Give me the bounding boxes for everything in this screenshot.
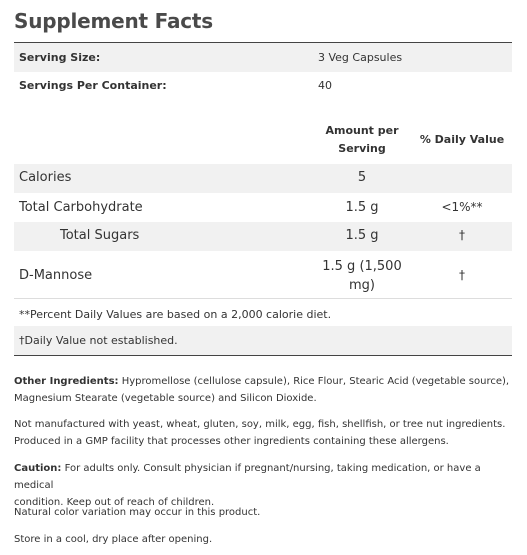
- serving-size-label: Serving Size:: [19, 51, 101, 64]
- nutrient-name: Total Carbohydrate: [19, 200, 143, 215]
- footnote-not-established-row: [14, 326, 512, 355]
- nutrient-row-total-sugars: [14, 222, 512, 251]
- amount-header-line1: Amount per: [325, 124, 399, 137]
- nutrient-amount-line2: mg): [349, 278, 375, 293]
- nutrient-name: D-Mannose: [19, 268, 93, 283]
- footnote-percent: **Percent Daily Values are based on a 2,000 calorie diet.: [19, 308, 332, 321]
- other-ingredients-text-2: Magnesium Stearate (vegetable source) and Silicon Dioxide.: [14, 393, 317, 404]
- nutrient-name: Calories: [19, 170, 72, 185]
- servings-per-container-value: 40: [318, 79, 332, 92]
- serving-size-value: 3 Veg Capsules: [318, 51, 403, 64]
- amount-header-line2: Serving: [338, 142, 386, 155]
- caution-label: Caution:: [14, 463, 62, 474]
- other-ingredients-text: Hypromellose (cellulose capsule), Rice Flour, Stearic Acid (vegetable source),: [118, 376, 510, 387]
- nutrient-daily-value: †: [459, 228, 465, 242]
- caution-text: For adults only. Consult physician if pregnant/nursing, taking medication, or have a medical: [14, 463, 481, 491]
- nutrient-daily-value: †: [459, 268, 465, 282]
- nutrient-row-total-carbohydrate: [14, 193, 512, 222]
- servings-per-container-row: [14, 72, 512, 101]
- nutrient-row-calories: [14, 164, 512, 193]
- allergen-line-1: Not manufactured with yeast, wheat, gluten, soy, milk, egg, fish, shellfish, or tree nut ingredients.: [14, 419, 506, 430]
- daily-value-header: % Daily Value: [419, 133, 505, 146]
- color-variation-note: Natural color variation may occur in this product.: [14, 507, 261, 518]
- supplement-facts-title: Supplement Facts: [14, 9, 213, 33]
- serving-size-row: [14, 43, 512, 72]
- nutrient-amount: 5: [357, 170, 367, 185]
- supplement-facts-panel: [14, 42, 512, 356]
- nutrient-daily-value: <1%**: [441, 200, 483, 214]
- storage-instructions: Store in a cool, dry place after opening.: [14, 534, 213, 545]
- footnote-percent-row: [14, 300, 512, 326]
- nutrient-amount: [312, 257, 412, 295]
- nutrient-row-d-mannose: [14, 251, 512, 299]
- footnote-not-established: †Daily Value not established.: [19, 334, 178, 347]
- other-ingredients: [14, 373, 512, 407]
- nutrient-amount: 1.5 g: [345, 200, 379, 215]
- amount-per-serving-header: [312, 122, 412, 158]
- nutrient-name: Total Sugars: [60, 228, 140, 243]
- nutrient-amount: 1.5 g: [345, 228, 379, 243]
- allergen-line-2: Produced in a GMP facility that processes other ingredients containing these allergens.: [14, 436, 449, 447]
- nutrient-amount-line1: 1.5 g (1,500: [322, 259, 402, 274]
- servings-per-container-label: Servings Per Container:: [19, 79, 167, 92]
- caution-text-2: condition. Keep out of reach of children.: [14, 497, 215, 508]
- other-ingredients-label: Other Ingredients:: [14, 376, 119, 387]
- allergen-statement: [14, 416, 512, 450]
